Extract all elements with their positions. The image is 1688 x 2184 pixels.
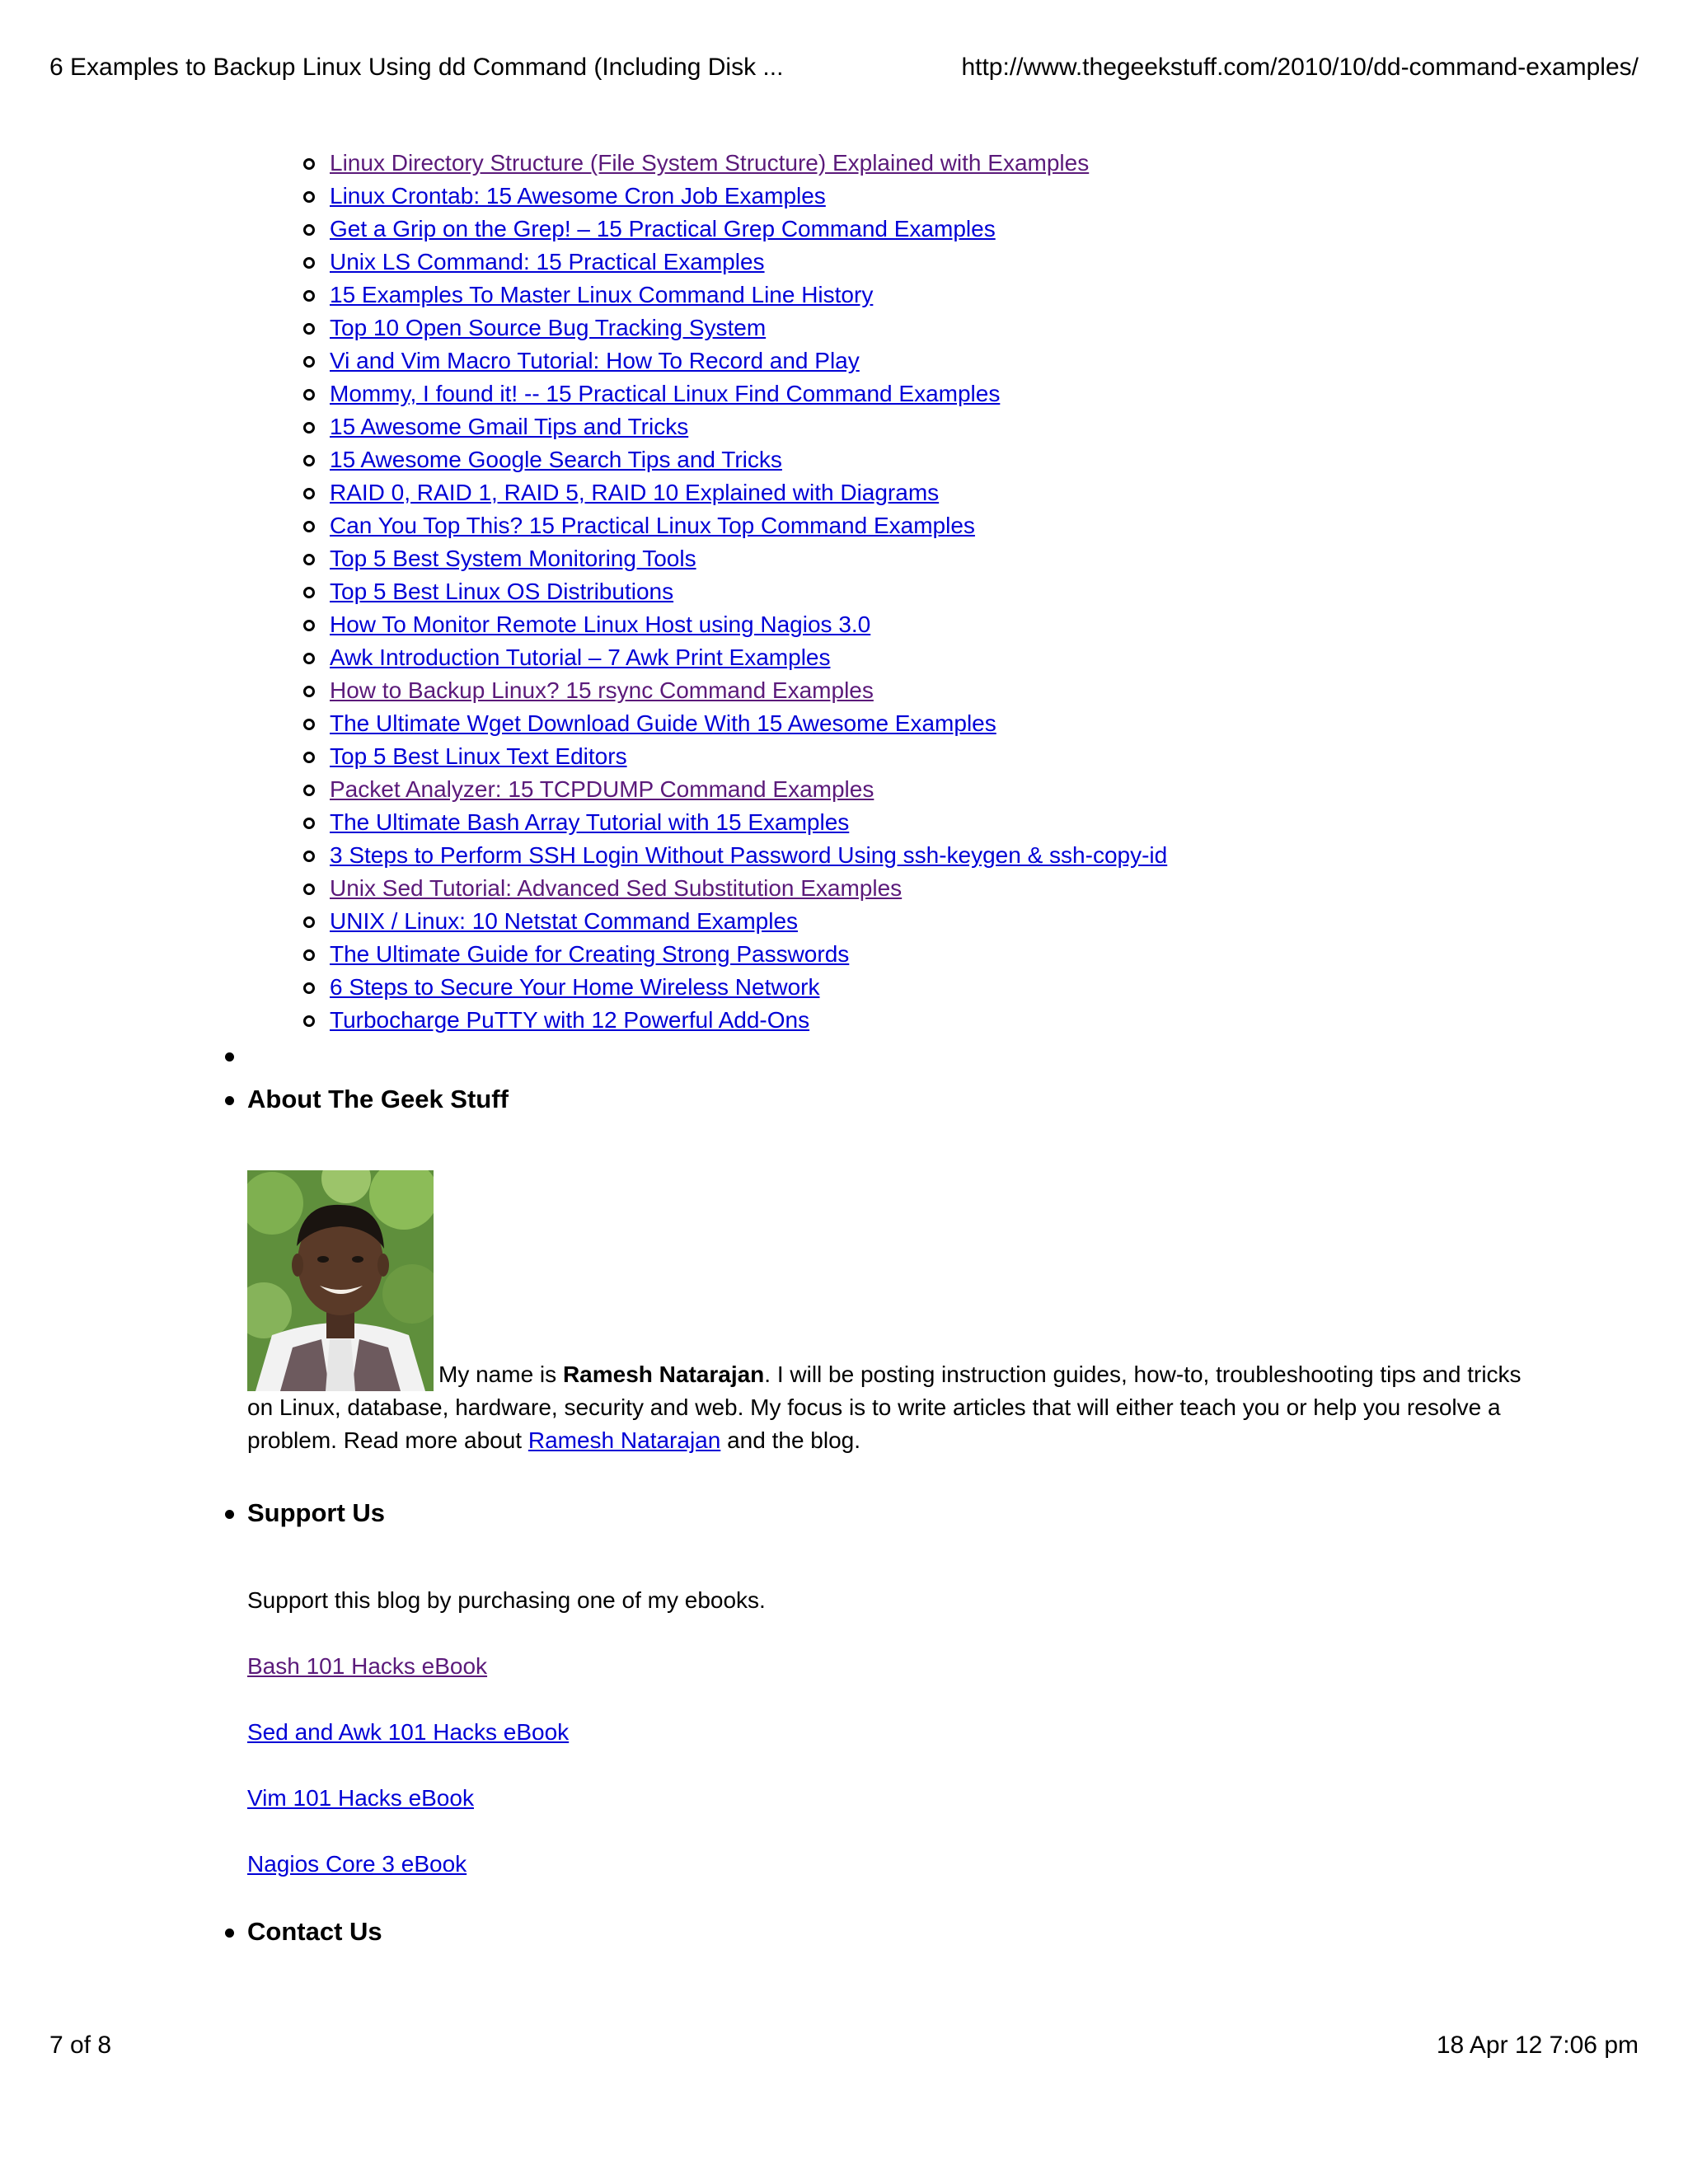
about-text-before: My name is bbox=[438, 1361, 563, 1387]
about-text-after: . I will be posting instruction guides, how-to, troubleshooting tips and tricks on Linux, database, hardware, security and web. My focus is to write articles that will either teach you or help you resolve a problem. Read more about bbox=[247, 1361, 1522, 1453]
related-link[interactable]: Unix LS Command: 15 Practical Examples bbox=[330, 249, 765, 274]
list-item bbox=[247, 312, 1533, 344]
list-item bbox=[247, 377, 1533, 410]
list-item bbox=[247, 806, 1533, 839]
ebook-link-vim[interactable]: Vim 101 Hacks eBook bbox=[247, 1785, 474, 1811]
about-section-heading-row bbox=[247, 1081, 1533, 1118]
about-text-end: and the blog. bbox=[720, 1427, 861, 1453]
related-link[interactable]: How To Monitor Remote Linux Host using Nagios 3.0 bbox=[330, 612, 871, 637]
list-item bbox=[247, 674, 1533, 707]
page-header bbox=[49, 51, 1639, 84]
ebook-item bbox=[247, 1782, 1533, 1815]
author-name: Ramesh Natarajan bbox=[562, 1361, 765, 1387]
ebook-item bbox=[247, 1716, 1533, 1749]
related-link[interactable]: Get a Grip on the Grep! – 15 Practical Grep Command Examples bbox=[330, 216, 996, 241]
bullet-dot bbox=[225, 1929, 234, 1938]
about-body bbox=[247, 1170, 1533, 1457]
related-link[interactable]: Turbocharge PuTTY with 12 Powerful Add-Ons bbox=[330, 1007, 810, 1033]
empty-list-item bbox=[247, 1037, 1533, 1070]
related-link[interactable]: RAID 0, RAID 1, RAID 5, RAID 10 Explained with Diagrams bbox=[330, 480, 940, 505]
support-section-heading-row bbox=[247, 1495, 1533, 1531]
list-item bbox=[247, 542, 1533, 575]
related-link[interactable]: Vi and Vim Macro Tutorial: How To Record and Play bbox=[330, 348, 860, 373]
list-item bbox=[247, 147, 1533, 180]
about-heading: About The Geek Stuff bbox=[247, 1085, 509, 1113]
list-item bbox=[247, 344, 1533, 377]
list-item bbox=[247, 443, 1533, 476]
support-heading: Support Us bbox=[247, 1498, 386, 1527]
related-link[interactable]: Top 5 Best Linux Text Editors bbox=[330, 743, 627, 769]
related-link[interactable]: Top 10 Open Source Bug Tracking System bbox=[330, 315, 767, 340]
related-link[interactable]: Packet Analyzer: 15 TCPDUMP Command Examples bbox=[330, 776, 874, 802]
ebook-item bbox=[247, 1848, 1533, 1881]
related-link[interactable]: UNIX / Linux: 10 Netstat Command Examples bbox=[330, 908, 799, 934]
list-item bbox=[247, 872, 1533, 905]
list-item bbox=[247, 641, 1533, 674]
ebook-link-nagios[interactable]: Nagios Core 3 eBook bbox=[247, 1851, 467, 1877]
list-item bbox=[247, 971, 1533, 1004]
page-footer bbox=[49, 2029, 1639, 2062]
list-item bbox=[247, 905, 1533, 938]
bullet-dot bbox=[225, 1096, 234, 1105]
related-link[interactable]: 15 Examples To Master Linux Command Line History bbox=[330, 282, 874, 307]
ebook-link-sed-awk[interactable]: Sed and Awk 101 Hacks eBook bbox=[247, 1719, 570, 1745]
document-title: 6 Examples to Backup Linux Using dd Command (Including Disk ... bbox=[49, 54, 784, 81]
contact-section-heading-row bbox=[247, 1914, 1533, 1950]
related-link[interactable]: 15 Awesome Google Search Tips and Tricks bbox=[330, 447, 782, 472]
list-item bbox=[247, 180, 1533, 213]
list-item bbox=[247, 279, 1533, 312]
list-item bbox=[247, 608, 1533, 641]
related-link[interactable]: Top 5 Best System Monitoring Tools bbox=[330, 546, 696, 571]
related-link[interactable]: Linux Crontab: 15 Awesome Cron Job Examples bbox=[330, 183, 826, 209]
related-link[interactable]: The Ultimate Guide for Creating Strong Passwords bbox=[330, 941, 850, 967]
related-links-list bbox=[247, 147, 1533, 1037]
list-item bbox=[247, 246, 1533, 279]
list-item bbox=[247, 1004, 1533, 1037]
list-item bbox=[247, 773, 1533, 806]
list-item bbox=[247, 509, 1533, 542]
related-link[interactable]: 3 Steps to Perform SSH Login Without Password Using ssh-keygen & ssh-copy-id bbox=[330, 842, 1168, 868]
related-link[interactable]: Awk Introduction Tutorial – 7 Awk Print Examples bbox=[330, 644, 831, 670]
ebook-item bbox=[247, 1650, 1533, 1683]
related-link[interactable]: 15 Awesome Gmail Tips and Tricks bbox=[330, 414, 689, 439]
contact-heading: Contact Us bbox=[247, 1917, 382, 1946]
author-link[interactable]: Ramesh Natarajan bbox=[528, 1427, 721, 1453]
related-link[interactable]: 6 Steps to Secure Your Home Wireless Network bbox=[330, 974, 820, 1000]
list-item bbox=[247, 410, 1533, 443]
page-url: http://www.thegeekstuff.com/2010/10/dd-command-examples/ bbox=[961, 54, 1639, 81]
related-link[interactable]: Mommy, I found it! -- 15 Practical Linux Find Command Examples bbox=[330, 381, 1001, 406]
related-link[interactable]: How to Backup Linux? 15 rsync Command Examples bbox=[330, 677, 874, 703]
related-link[interactable]: The Ultimate Wget Download Guide With 15 Awesome Examples bbox=[330, 710, 996, 736]
list-item bbox=[247, 476, 1533, 509]
author-photo bbox=[247, 1170, 434, 1391]
main-content bbox=[247, 147, 1533, 1950]
bullet-dot bbox=[225, 1510, 234, 1519]
related-link[interactable]: Can You Top This? 15 Practical Linux Top Command Examples bbox=[330, 513, 975, 538]
list-item bbox=[247, 707, 1533, 740]
bullet-dot bbox=[225, 1052, 234, 1062]
print-date: 18 Apr 12 7:06 pm bbox=[1436, 2032, 1639, 2059]
list-item bbox=[247, 575, 1533, 608]
list-item bbox=[247, 740, 1533, 773]
list-item bbox=[247, 938, 1533, 971]
list-item bbox=[247, 839, 1533, 872]
related-link[interactable]: Top 5 Best Linux OS Distributions bbox=[330, 579, 674, 604]
support-text: Support this blog by purchasing one of my ebooks. bbox=[247, 1587, 766, 1613]
related-link[interactable]: Linux Directory Structure (File System Structure) Explained with Examples bbox=[330, 150, 1090, 176]
ebook-link-bash[interactable]: Bash 101 Hacks eBook bbox=[247, 1653, 488, 1679]
list-item bbox=[247, 213, 1533, 246]
related-link[interactable]: Unix Sed Tutorial: Advanced Sed Substitution Examples bbox=[330, 875, 903, 901]
related-link[interactable]: The Ultimate Bash Array Tutorial with 15 Examples bbox=[330, 809, 850, 835]
page-number: 7 of 8 bbox=[49, 2032, 112, 2059]
